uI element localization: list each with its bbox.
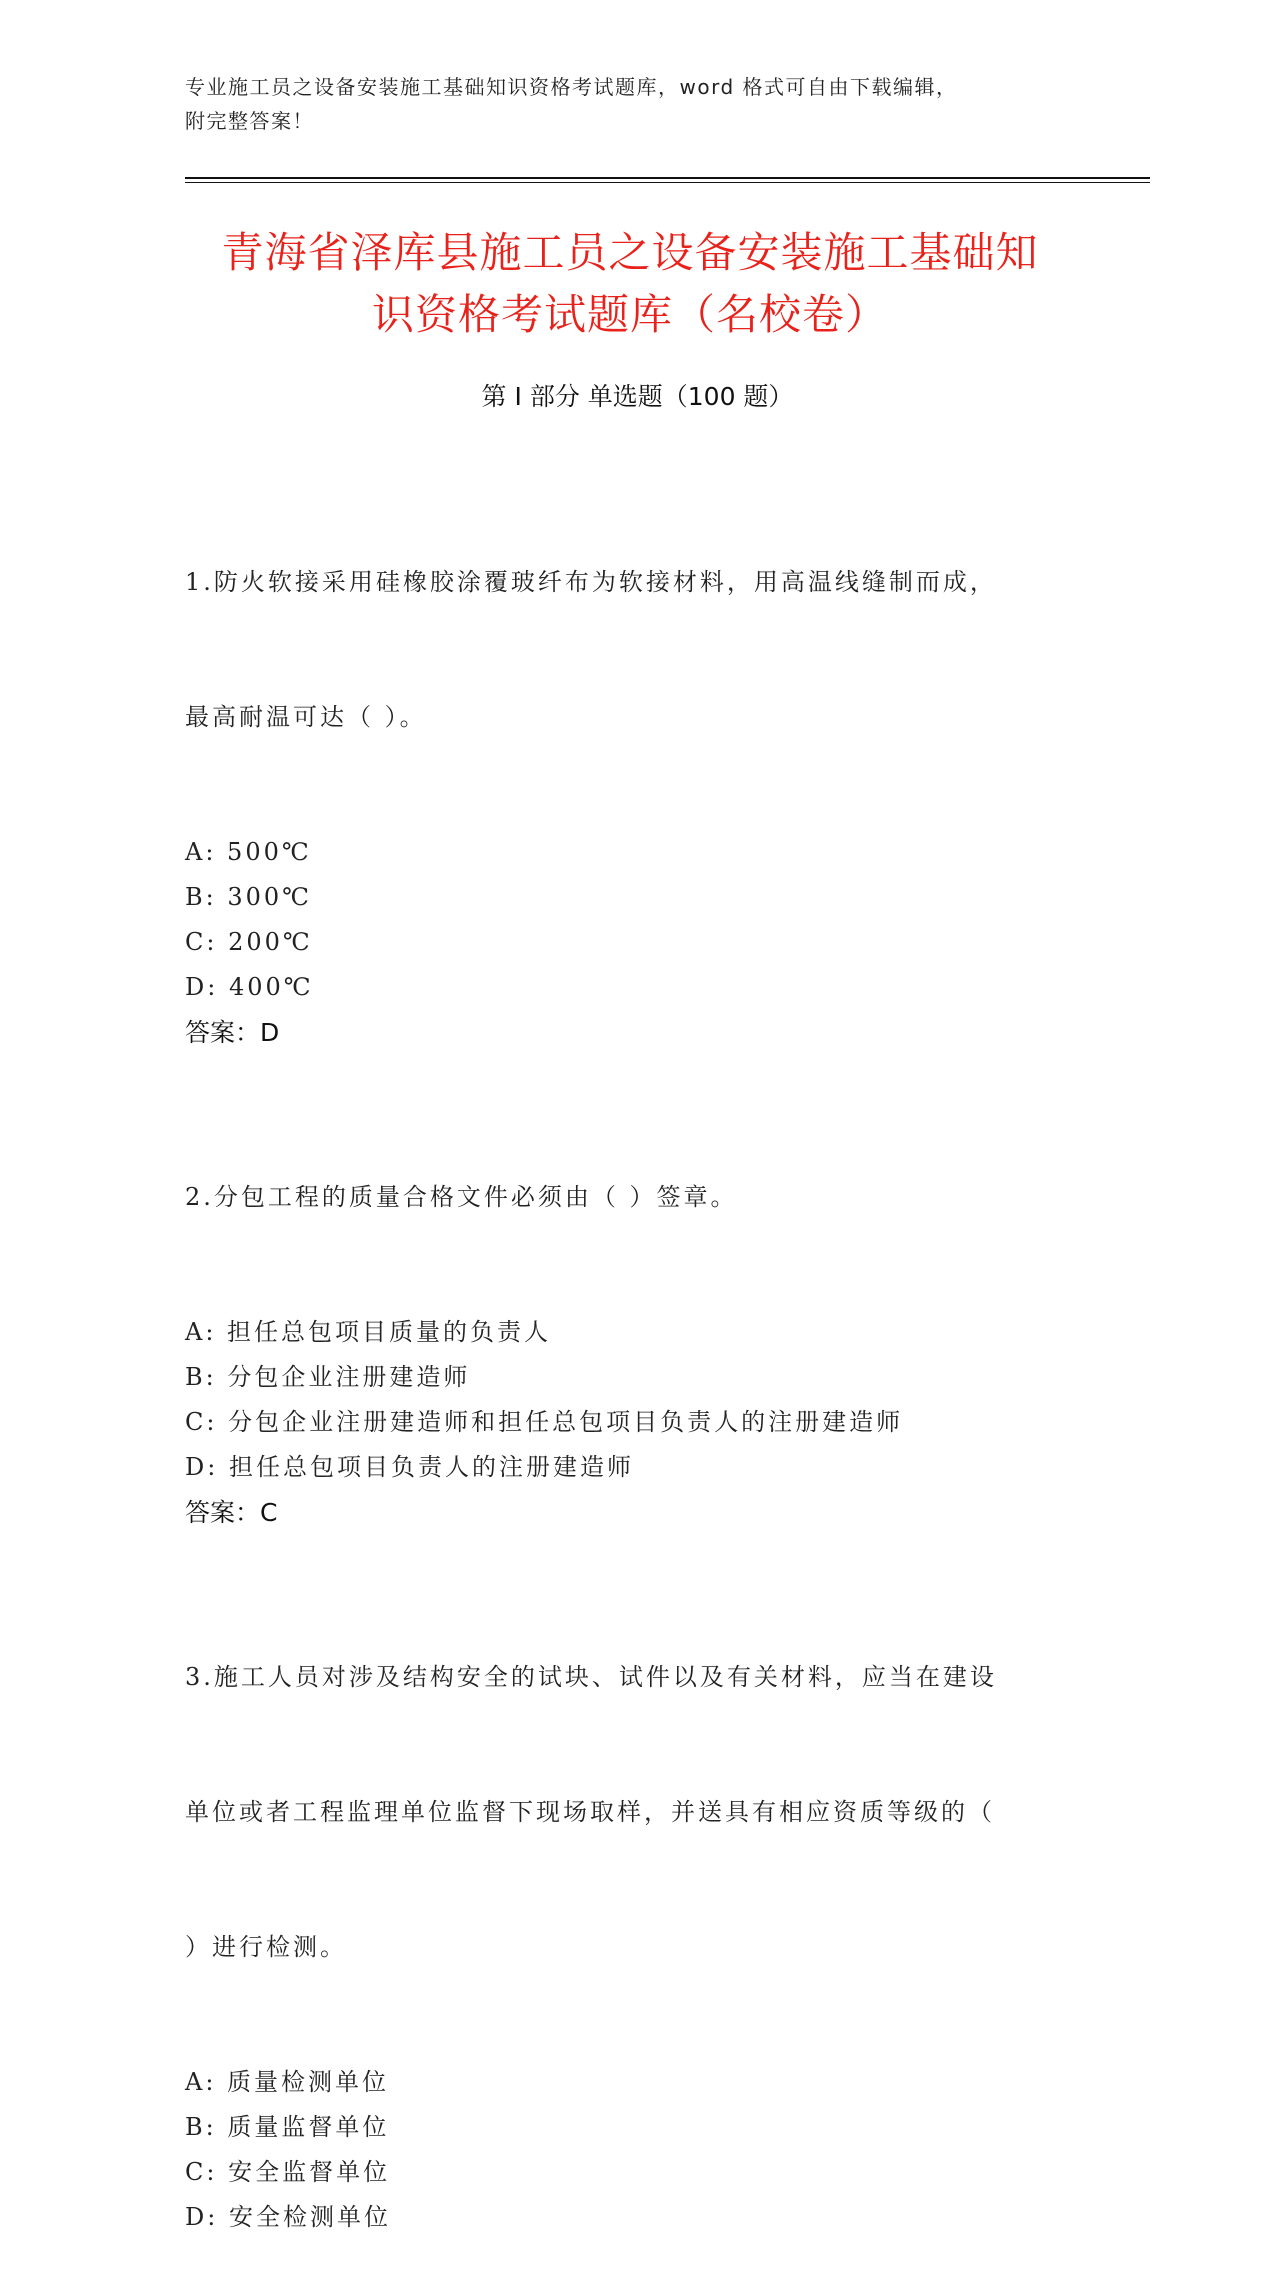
option-d: D: 400℃: [185, 973, 314, 1001]
option-a: A: 质量检测单位: [185, 2068, 390, 2096]
option-c: C: 分包企业注册建造师和担任总包项目负责人的注册建造师: [185, 1408, 904, 1436]
option-a: A: 担任总包项目质量的负责人: [185, 1318, 552, 1346]
option-c: C: 安全监督单位: [185, 2158, 391, 2186]
document-title: [185, 222, 1075, 346]
header-note: [185, 70, 1065, 138]
question-text: [185, 470, 1065, 830]
question-item: [185, 1565, 1065, 2240]
header-note-line: 专业施工员之设备安装施工基础知识资格考试题库，word 格式可自由下载编辑，: [185, 75, 958, 99]
option-d: D: 安全检测单位: [185, 2203, 391, 2231]
question-text-line: 2.分包工程的质量合格文件必须由（ ）签章。: [185, 1183, 738, 1211]
question-text-line: 1.防火软接采用硅橡胶涂覆玻纤布为软接材料，用高温线缝制而成，: [185, 568, 997, 596]
option-b: B: 300℃: [185, 883, 313, 911]
header-divider: [185, 177, 1150, 179]
question-text-line: ）进行检测。: [185, 1933, 347, 1961]
header-divider: [185, 182, 1150, 183]
title-line: 识资格考试题库（名校卷）: [371, 290, 888, 339]
question-text-line: 3.施工人员对涉及结构安全的试块、试件以及有关材料，应当在建设: [185, 1663, 997, 1691]
question-item: [185, 1085, 1065, 1535]
question-item: [185, 470, 1065, 1055]
option-c: C: 200℃: [185, 928, 313, 956]
question-list: [185, 470, 1065, 2270]
option-b: B: 分包企业注册建造师: [185, 1363, 471, 1391]
option-a: A: 500℃: [185, 838, 312, 866]
question-text: [185, 1085, 1065, 1310]
option-d: D: 担任总包项目负责人的注册建造师: [185, 1453, 634, 1481]
answer: 答案：D: [185, 1018, 280, 1047]
answer: 答案：C: [185, 1498, 278, 1527]
header-note-line: 附完整答案！: [185, 109, 314, 133]
question-text-line: 单位或者工程监理单位监督下现场取样，并送具有相应资质等级的（: [185, 1798, 995, 1826]
question-text: [185, 1565, 1065, 2060]
title-line: 青海省泽库县施工员之设备安装施工基础知: [221, 228, 1039, 277]
option-b: B: 质量监督单位: [185, 2113, 390, 2141]
question-text-line: 最高耐温可达（ ）。: [185, 703, 427, 731]
section-heading: 第 I 部分 单选题（100 题）: [481, 382, 794, 411]
